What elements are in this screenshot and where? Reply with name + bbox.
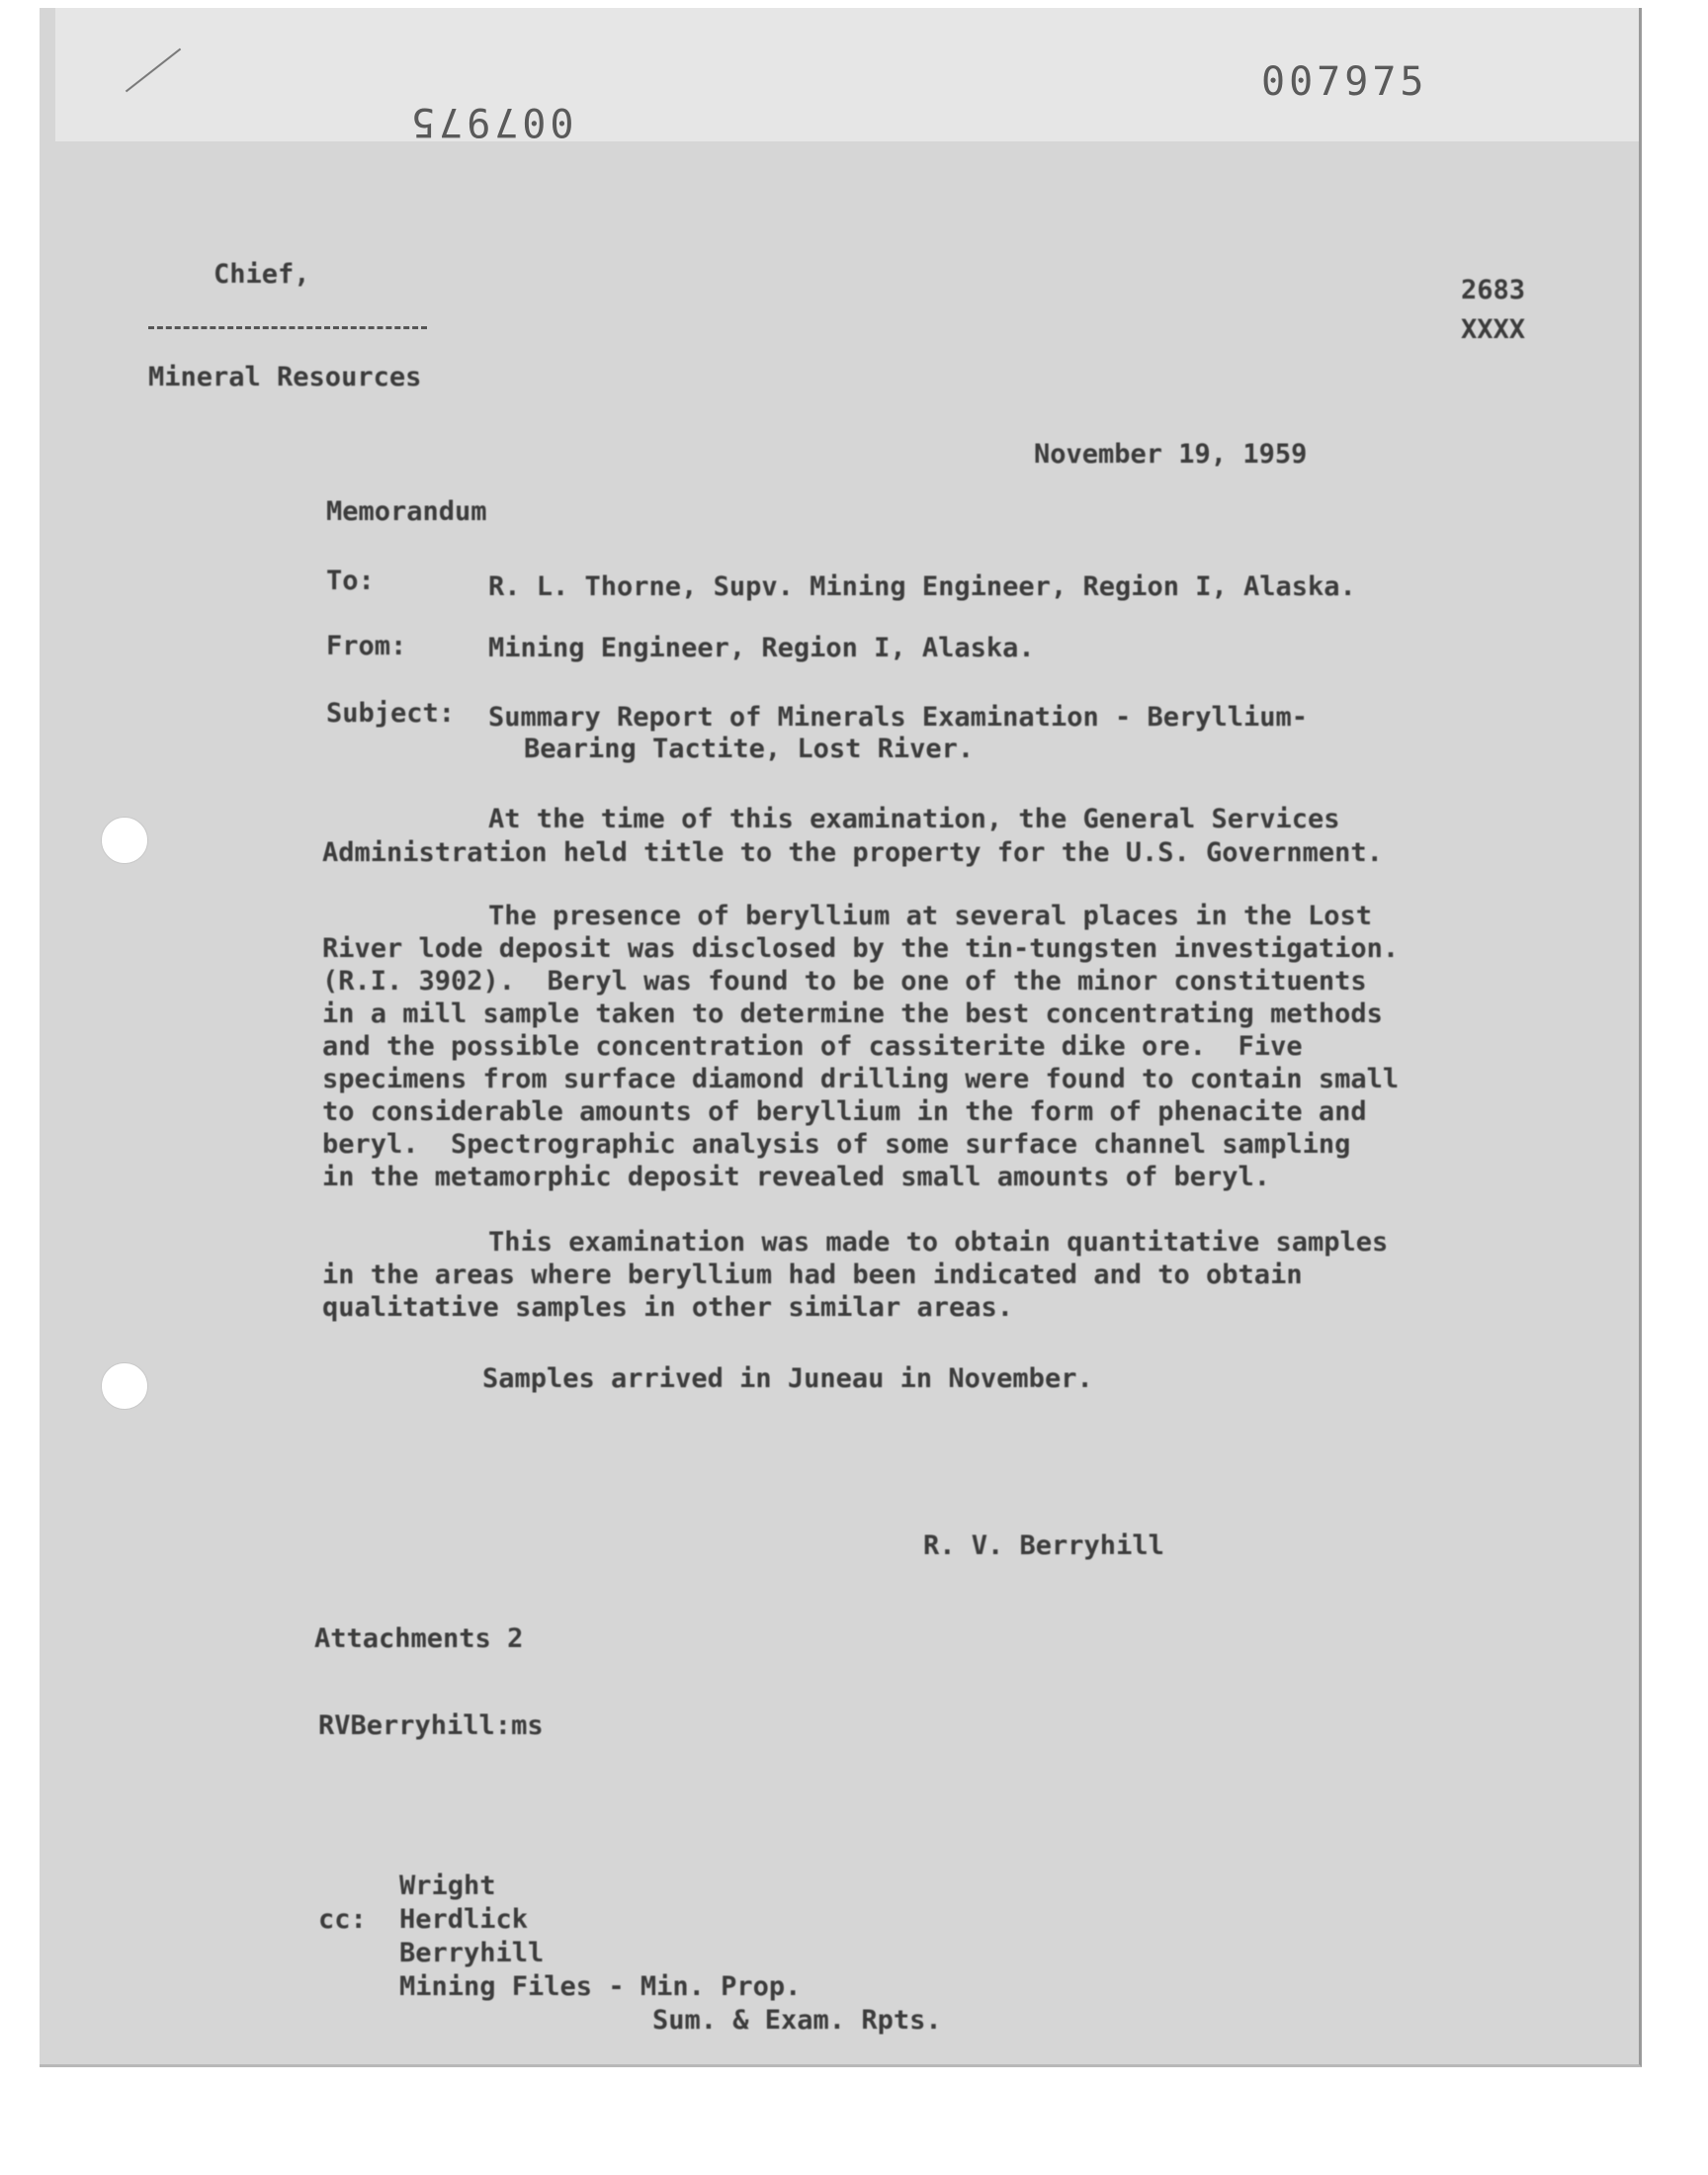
paragraph-1-line-2: Administration held title to the property for the U.S. Government. xyxy=(322,837,1383,868)
subject-label: Subject: xyxy=(326,698,456,729)
paragraph-2-line-4: in a mill sample taken to determine the best concentrating methods xyxy=(322,999,1383,1029)
punch-hole-upper xyxy=(101,817,148,864)
subject-line-2: Bearing Tactite, Lost River. xyxy=(524,734,975,764)
paragraph-1-line-1: At the time of this examination, the General Services xyxy=(488,804,1340,834)
paragraph-2-line-8: beryl. Spectrographic analysis of some surface channel sampling xyxy=(322,1129,1351,1160)
struck-line xyxy=(148,326,427,329)
paragraph-2-line-5: and the possible concentration of cassiterite dike ore. Five xyxy=(322,1031,1303,1062)
cc-name-1: Wright xyxy=(399,1870,496,1901)
punch-hole-lower xyxy=(101,1362,148,1410)
cc-name-3: Berryhill xyxy=(399,1938,545,1968)
typist-initials: RVBerryhill:ms xyxy=(318,1710,544,1741)
memo-type: Memorandum xyxy=(326,496,487,527)
paragraph-3-line-3: qualitative samples in other similar areas. xyxy=(322,1292,1013,1323)
paragraph-3-line-2: in the areas where beryllium had been indicated and to obtain xyxy=(322,1260,1303,1290)
paragraph-2-line-7: to considerable amounts of beryllium in the form of phenacite and xyxy=(322,1096,1367,1127)
memo-date: November 19, 1959 xyxy=(1034,439,1308,470)
paragraph-2-line-3: (R.I. 3902). Beryl was found to be one of the minor constituents xyxy=(322,966,1367,997)
paragraph-2-line-6: specimens from surface diamond drilling were found to contain small xyxy=(322,1064,1400,1094)
subject-line-1: Summary Report of Minerals Examination - Beryllium- xyxy=(488,702,1309,733)
paragraph-2-line-2: River lode deposit was disclosed by the tin-tungsten investigation. xyxy=(322,933,1400,964)
to-label: To: xyxy=(326,566,375,596)
attachments-note: Attachments 2 xyxy=(314,1623,524,1654)
signature-name: R. V. Berryhill xyxy=(923,1530,1164,1561)
from-sender: Mining Engineer, Region I, Alaska. xyxy=(488,633,1035,663)
division-name: Mineral Resources xyxy=(148,362,422,392)
file-code: 2683 xyxy=(1461,275,1526,305)
paragraph-3-line-1: This examination was made to obtain quantitative samples xyxy=(488,1227,1389,1258)
document-number-stamp: 007975 xyxy=(1261,59,1428,105)
cc-name-4: Mining Files - Min. Prop. xyxy=(399,1971,802,2002)
document-number-stamp-inverted: 007975 xyxy=(407,99,574,144)
from-label: From: xyxy=(326,631,407,661)
cc-label: cc: xyxy=(318,1904,367,1935)
cc-name-2: Herdlick xyxy=(399,1904,529,1935)
paragraph-4-line-1: Samples arrived in Juneau in November. xyxy=(482,1363,1093,1394)
to-recipient: R. L. Thorne, Supv. Mining Engineer, Region I, Alaska. xyxy=(488,571,1356,602)
paragraph-2-line-1: The presence of beryllium at several places in the Lost xyxy=(488,901,1373,931)
file-code-struck: XXXX xyxy=(1461,314,1526,345)
paragraph-2-line-9: in the metamorphic deposit revealed small amounts of beryl. xyxy=(322,1162,1271,1192)
cc-name-4-continued: Sum. & Exam. Rpts. xyxy=(652,2005,942,2036)
addressee-office: Chief, xyxy=(214,259,310,290)
